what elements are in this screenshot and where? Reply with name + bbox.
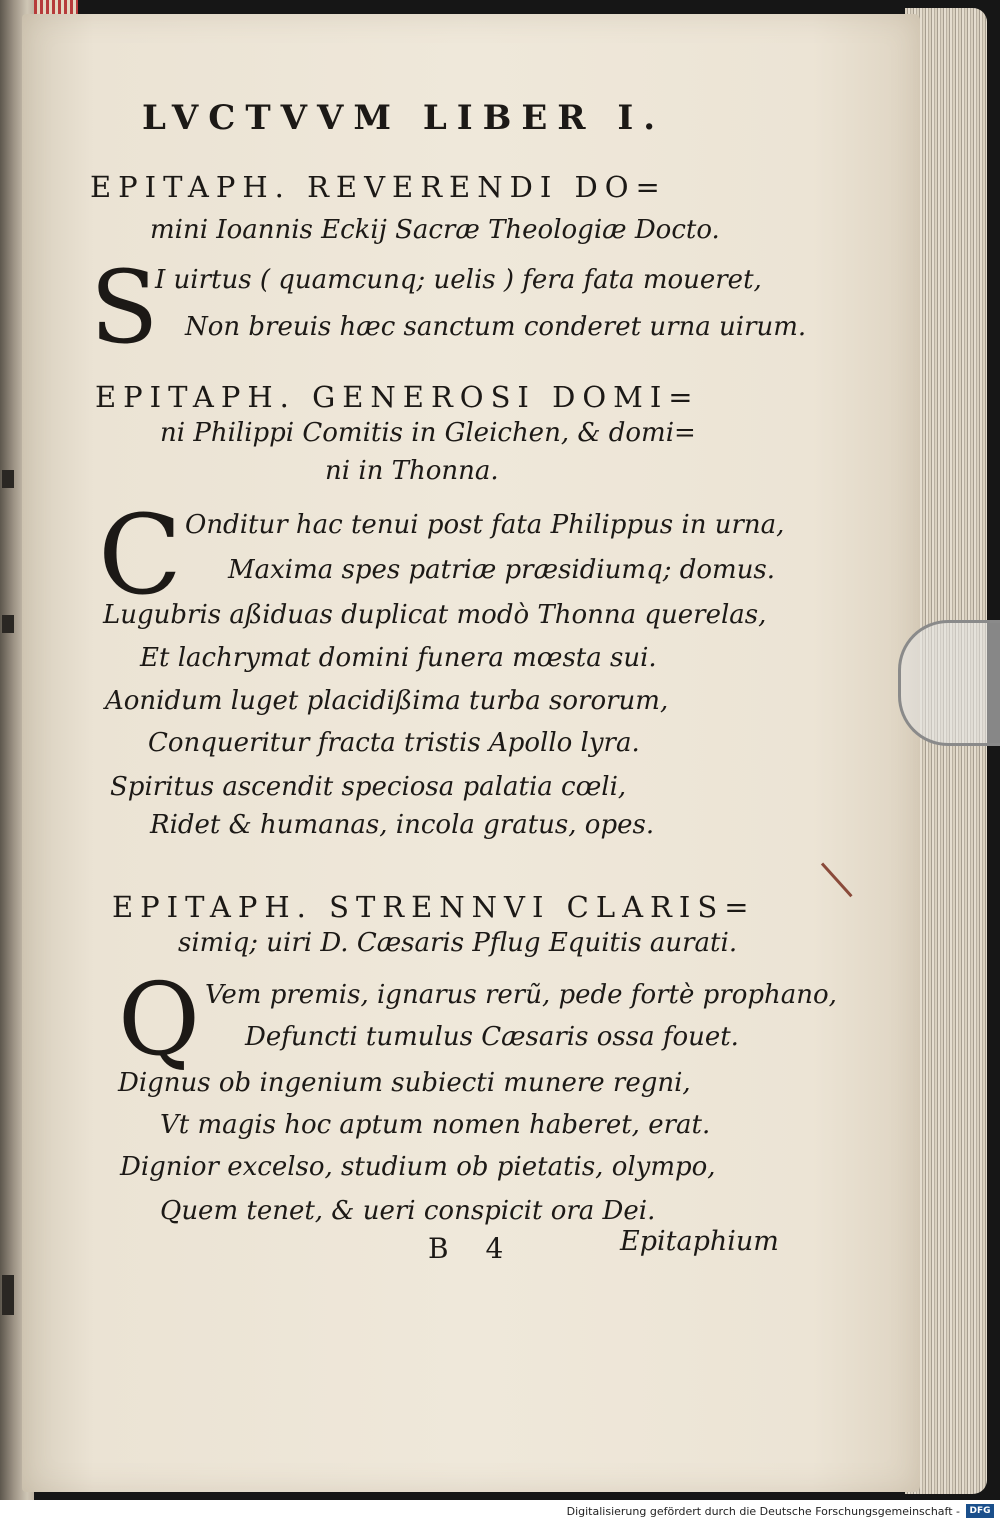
verse-line: Conqueritur fracta tristis Apollo lyra.: [148, 728, 640, 758]
drop-initial: Q: [118, 961, 200, 1078]
section-subtitle: simiq; uiri D. Cæsaris Pflug Equitis aurati.: [178, 928, 738, 958]
page-clip: [898, 620, 1000, 746]
verse-line: Defuncti tumulus Cæsaris ossa fouet.: [245, 1022, 739, 1052]
verse-line: Onditur hac tenui post fata Philippus in urna,: [185, 510, 785, 540]
verse-line: Dignior excelso, studium ob pietatis, olympo,: [120, 1152, 716, 1182]
section-subtitle: mini Ioannis Eckij Sacræ Theologiæ Docto.: [150, 215, 720, 245]
verse-line: Vem premis, ignarus rerũ, pede fortè prophano,: [205, 980, 837, 1010]
verse-line: Lugubris aßiduas duplicat modò Thonna querelas,: [103, 600, 767, 630]
running-head: LVCTVVM LIBER I.: [142, 98, 666, 138]
margin-fragment: [2, 470, 14, 488]
signature-mark: B 4: [428, 1232, 518, 1265]
verse-line: Spiritus ascendit speciosa palatia cœli,: [110, 772, 627, 802]
drop-initial: S: [90, 249, 159, 366]
margin-fragment: [2, 615, 14, 633]
verse-line: Dignus ob ingenium subiecti munere regni,: [118, 1068, 691, 1098]
catchword: Epitaphium: [620, 1226, 779, 1257]
section-heading: EPITAPH. STRENNVI CLARIS=: [112, 890, 756, 924]
verse-line: Et lachrymat domini funera mœsta sui.: [140, 643, 657, 673]
section-subtitle: ni in Thonna.: [325, 456, 499, 486]
verse-line: I uirtus ( quamcunq; uelis ) fera fata moueret,: [155, 265, 762, 295]
verse-line: Ridet & humanas, incola gratus, opes.: [150, 810, 655, 840]
verse-line: Vt magis hoc aptum nomen haberet, erat.: [160, 1110, 711, 1140]
verse-line: Maxima spes patriæ præsidiumq; domus.: [228, 555, 776, 585]
credit-text: Digitalisierung gefördert durch die Deutsche Forschungsgemeinschaft -: [566, 1505, 960, 1518]
drop-initial: C: [98, 491, 183, 619]
verse-line: Quem tenet, & ueri conspicit ora Dei.: [160, 1196, 656, 1226]
section-heading: EPITAPH. REVERENDI DO=: [90, 170, 667, 204]
margin-fragment: [2, 1275, 14, 1315]
section-subtitle: ni Philippi Comitis in Gleichen, & domi=: [160, 418, 696, 448]
verse-line: Non breuis hæc sanctum conderet urna uirum.: [185, 312, 807, 342]
verse-line: Aonidum luget placidißima turba sororum,: [105, 686, 669, 716]
section-heading: EPITAPH. GENEROSI DOMI=: [95, 380, 700, 414]
credit-bar: [0, 1500, 1000, 1523]
dfg-logo: DFG: [966, 1504, 994, 1518]
